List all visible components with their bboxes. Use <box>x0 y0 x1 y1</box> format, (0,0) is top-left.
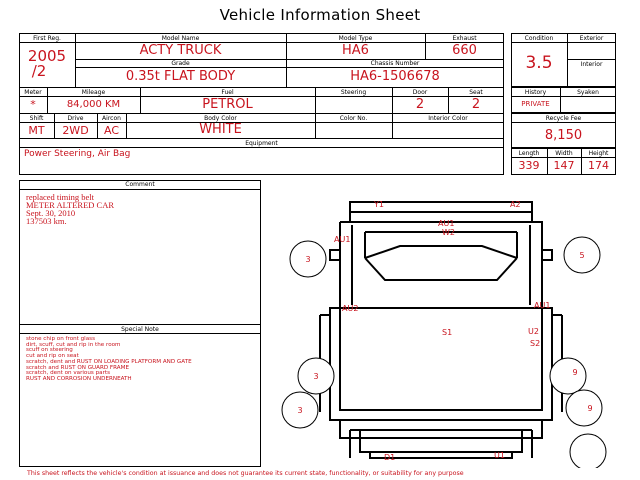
model-name-label: Model Name <box>161 35 200 42</box>
tire-mark-front-left: 3 <box>305 255 311 264</box>
tire-mark-rear-left-lower: 3 <box>297 406 303 415</box>
model-type-label: Model Type <box>338 35 373 42</box>
tire-rear-right-lower-icon <box>566 390 602 426</box>
model-type-value: HA6 <box>342 43 369 58</box>
equipment-value: Power Steering, Air Bag <box>24 149 131 159</box>
special-note-line: RUST AND CORROSION UNDERNEATH <box>26 375 132 382</box>
comment-line: Sept. 30, 2010 <box>26 208 76 218</box>
special-note-line: scratch, dent and RUST ON LOADING PLATFORM AND GATE <box>26 358 192 365</box>
mark-a2-top: A2 <box>510 200 521 209</box>
equipment-label: Equipment <box>245 140 278 147</box>
special-note-line: dirt, scuff, cut and rip in the room <box>26 341 121 348</box>
sheet-title: Vehicle Information Sheet <box>219 6 421 24</box>
width-label: Width <box>555 150 573 157</box>
model-name-value: ACTY TRUCK <box>139 43 222 58</box>
body-color-label: Body Color <box>204 115 237 122</box>
special-note-line: scuff on steering <box>26 347 73 354</box>
drive-label: Drive <box>67 115 84 122</box>
mileage-label: Mileage <box>81 89 106 96</box>
exhaust-label: Exhaust <box>452 35 477 42</box>
shift-value: MT <box>28 124 45 137</box>
condition-label: Condition <box>524 35 554 42</box>
tire-rear-right-icon <box>550 358 586 394</box>
length-label: Length <box>518 150 540 157</box>
chassis-number-value: HA6-1506678 <box>350 69 440 84</box>
special-note-line: scratch and RUST ON GUARD FRAME <box>26 364 129 371</box>
seat-label: Seat <box>469 89 483 96</box>
door-label: Door <box>412 89 428 96</box>
mark-d1: D1 <box>384 453 396 462</box>
history-label: History <box>524 89 547 96</box>
tire-mark-rear-right: 9 <box>572 368 578 377</box>
condition-value: 3.5 <box>525 53 553 73</box>
mark-y1: Y1 <box>374 200 384 209</box>
mark-au1-left: AU1 <box>334 235 351 244</box>
meter-label: Meter <box>24 89 42 96</box>
mark-w2: W2 <box>442 228 455 237</box>
fuel-label: Fuel <box>221 89 234 96</box>
comment-line: METER ALTERED CAR <box>26 200 114 210</box>
meter-value: * <box>30 98 36 111</box>
mark-s1: S1 <box>442 328 453 337</box>
exterior-label: Exterior <box>579 35 604 42</box>
special-note-line: scratch, dent on various parts <box>26 370 110 377</box>
shift-label: Shift <box>29 115 44 122</box>
comment-line: replaced timing belt <box>26 192 94 202</box>
interior-color-label: Interior Color <box>428 115 468 122</box>
drive-value: 2WD <box>62 124 89 137</box>
spare-tire-icon <box>570 434 606 468</box>
disclaimer-footer: This sheet reflects the vehicle's condition at issuance and does not guarantee its current state, functionality, or suitability for any purpose <box>27 470 464 477</box>
aircon-label: Aircon <box>102 115 121 122</box>
tire-mark-rear-left: 3 <box>313 372 319 381</box>
body-color-value: WHITE <box>199 122 242 137</box>
door-value: 2 <box>415 97 425 112</box>
height-label: Height <box>588 150 609 157</box>
grade-value: 0.35t FLAT BODY <box>125 69 236 84</box>
recycle-fee-value: 8,150 <box>544 128 583 143</box>
first-reg-year: 2005 <box>27 47 67 65</box>
chassis-number-label: Chassis Number <box>370 60 420 67</box>
mark-u2: U2 <box>528 327 539 336</box>
history-value: PRIVATE <box>521 100 550 108</box>
mark-au1-front: AU1 <box>438 219 455 228</box>
seat-value: 2 <box>471 97 481 112</box>
steering-label: Steering <box>340 89 367 96</box>
special-note-line: stone chip on front glass <box>26 336 95 342</box>
mark-s2: S2 <box>530 339 541 348</box>
first-reg-month: /2 <box>31 62 47 80</box>
comment-line: 137503 km. <box>26 216 67 226</box>
special-note-label: Special Note <box>121 326 159 333</box>
length-value: 339 <box>518 159 540 172</box>
vehicle-damage-diagram <box>270 180 620 468</box>
tire-mark-front-right: 5 <box>579 251 585 260</box>
syaken-label: Syaken <box>577 89 599 96</box>
aircon-value: AC <box>103 124 119 137</box>
recycle-fee-label: Recycle Fee <box>545 115 582 122</box>
tire-mark-rear-right-lower: 9 <box>587 404 593 413</box>
grade-label: Grade <box>171 60 190 67</box>
mileage-value: 84,000 KM <box>66 99 121 110</box>
exhaust-value: 660 <box>452 43 477 58</box>
mark-au1-right: AU1 <box>534 301 551 310</box>
height-value: 174 <box>588 159 609 172</box>
width-value: 147 <box>553 159 575 172</box>
color-no-label: Color No. <box>339 115 368 122</box>
first-reg-label: First Reg. <box>33 35 61 42</box>
special-note-line: cut and rip on seat <box>26 353 79 360</box>
interior-label: Interior <box>580 61 603 68</box>
mark-au2: AU2 <box>342 304 359 313</box>
comment-text <box>26 193 114 225</box>
comment-label: Comment <box>125 181 155 188</box>
fuel-value: PETROL <box>202 97 253 112</box>
special-note-text <box>26 337 192 383</box>
mark-u1: U1 <box>494 451 505 460</box>
